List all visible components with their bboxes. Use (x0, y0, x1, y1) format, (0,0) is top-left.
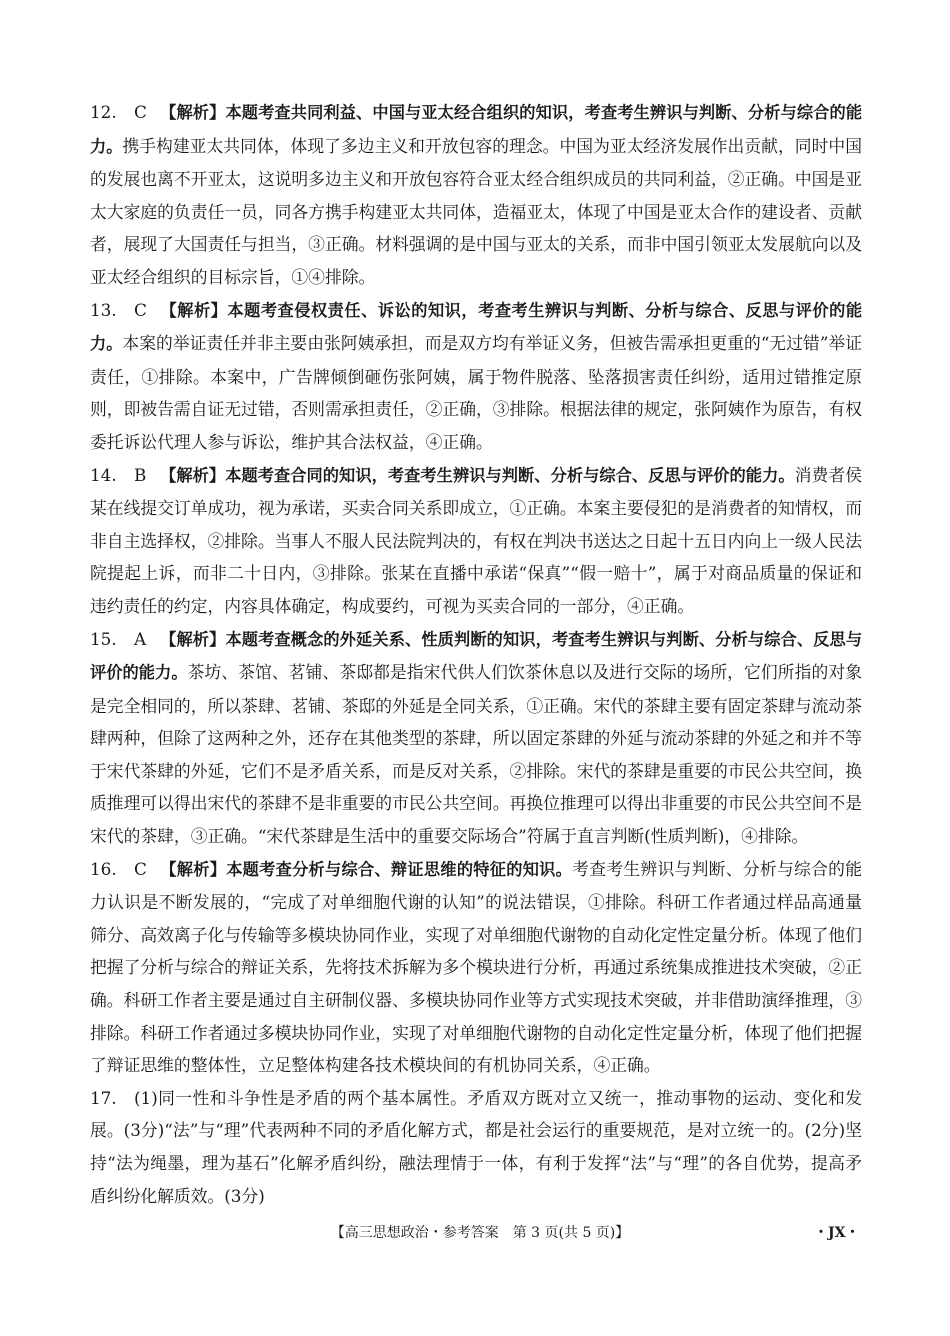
item-number: 15. (90, 628, 117, 649)
item-answer: C (134, 299, 147, 320)
analysis-tag: 【解析】 (160, 465, 226, 485)
answer-item-17 (90, 1082, 862, 1212)
analysis-lead: 本题考查分析与综合、辩证思维的特征的知识。 (226, 859, 573, 879)
answer-item-16 (90, 853, 862, 1082)
answer-content (90, 96, 862, 1212)
answer-item-14 (90, 459, 862, 623)
analysis-lead: 本题考查合同的知识，考查考生辨识与判断、分析与综合、反思与评价的能力。 (225, 465, 795, 485)
analysis-tag: 【解析】 (160, 300, 228, 320)
analysis-body: 本案的举证责任并非主要由张阿姨承担，而是双方均有举证义务，但被告需承担更重的“无过错”举证责任，①排除。本案中，广告牌倾倒砸伤张阿姨，属于物件脱落、坠落损害责任纠纷，适用过错推定原则，即被告需自证无过错，否则需承担责任，②正确，③排除。根据法律的规定，张阿姨作为原告，有权委托诉讼代理人参与诉讼，维护其合法权益，④正确。 (90, 333, 862, 452)
answer-item-12 (90, 96, 862, 294)
item-answer: B (134, 464, 147, 485)
answer-item-15 (90, 623, 862, 853)
analysis-lead: 本题考查共同利益、中国与亚太经合组织的知识，考查考生辨识与判断、分析与综合的能力。 (90, 103, 863, 156)
item-answer: C (134, 102, 147, 122)
analysis-body: 茶坊、茶馆、茗铺、茶邸都是指宋代供人们饮茶休息以及进行交际的场所，它们所指的对象是完全相同的，所以茶肆、茗铺、茶邸的外延是全同关系，①正确。宋代的茶肆主要有固定茶肆与流动茶肆两种，但除了这两种之外，还存在其他类型的茶肆，所以固定茶肆的外延与流动茶肆的外延之和并不等于宋代茶肆的外延，它们不是矛盾关系，而是反对关系，②排除。宋代的茶肆是重要的市民公共空间，换质推理可以得出宋代的茶肆不是非重要的市民公共空间。再换位推理可以得出非重要的市民公共空间不是宋代的茶肆，③正确。“宋代茶肆是生活中的重要交际场合”符属于直言判断(性质判断)，④排除。 (90, 662, 862, 847)
analysis-body: 考查考生辨识与判断、分析与综合的能力认识是不断发展的，“完成了对单细胞代谢的认知”的说法错误，①排除。科研工作者通过样品高通量筛分、高效离子化与传输等多模块协同作业，实现了对单细胞代谢物的自动化定性定量分析。体现了他们把握了分析与综合的辩证关系，先将技术拆解为多个模块进行分析，再通过系统集成推进技术突破，②正确。科研工作者主要是通过自主研制仪器、多模块协同作业等方式实现技术突破，并非借助演绎推理，③排除。科研工作者通过多模块协同作业，实现了对单细胞代谢物的自动化定性定量分析，体现了他们把握了辩证思维的整体性，立足整体构建各技术模块间的有机协同关系，④正确。 (90, 858, 863, 1076)
item-answer: C (134, 858, 147, 879)
analysis-tag: 【解析】 (160, 859, 227, 879)
analysis-lead: 本题考查侵权责任、诉讼的知识，考查考生辨识与判断、分析与综合、反思与评价的能力。 (90, 300, 863, 354)
item-number: 13. (90, 299, 117, 320)
analysis-tag: 【解析】 (160, 103, 226, 122)
item-number: 16. (90, 858, 117, 879)
analysis-body: 携手构建亚太共同体，体现了多边主义和开放包容的理念。中国为亚太经济发展作出贡献，同时中国的发展也离不开亚太，这说明多边主义和开放包容符合亚太经合组织成员的共同利益，②正确。中国是亚太大家庭的负责任一员，同各方携手构建亚太共同体，造福亚太，体现了中国是亚太合作的建设者、贡献者，展现了大国责任与担当，③正确。材料强调的是中国与亚太的关系，而非中国引领亚太发展航向以及亚太经合组织的目标宗旨，①④排除。 (90, 135, 862, 287)
footer-region-code: ・JX・ (814, 1225, 860, 1241)
item-number: 14. (90, 464, 117, 485)
analysis-tag: 【解析】 (160, 629, 226, 649)
item-number: 17. (90, 1087, 117, 1108)
analysis-body: (1)同一性和斗争性是矛盾的两个基本属性。矛盾双方既对立又统一，推动事物的运动、变化和发展。(3分)“法”与“理”代表两种不同的矛盾化解方式，都是社会运行的重要规范，是对立统一的。(2分)坚持“法为绳墨，理为基石”化解矛盾纠纷，融法理情于一体，有利于发挥“法”与“理”的各自优势，提高矛盾纠纷化解质效。(3分) (90, 1087, 862, 1206)
analysis-body: 消费者侯某在线提交订单成功，视为承诺，买卖合同关系即成立，①正确。本案主要侵犯的是消费者的知情权，而非自主选择权，②排除。当事人不服人民法院判决的，有权在判决书送达之日起十五日内向上一级人民法院提起上诉，而非二十日内，③排除。张某在直播中承诺“保真”“假一赔十”，属于对商品质量的保证和违约责任的约定，内容具体确定，构成要约，可视为买卖合同的一部分，④正确。 (90, 464, 862, 616)
page-footer (0, 1222, 950, 1246)
item-number: 12. (90, 102, 117, 122)
footer-page-info: 【高三思想政治・参考答案 第 3 页(共 5 页)】 (330, 1225, 630, 1241)
item-answer: A (134, 628, 147, 649)
analysis-lead: 本题考查概念的外延关系、性质判断的知识，考查考生辨识与判断、分析与综合、反思与评价的能力。 (90, 629, 863, 683)
answer-item-13 (90, 294, 862, 459)
